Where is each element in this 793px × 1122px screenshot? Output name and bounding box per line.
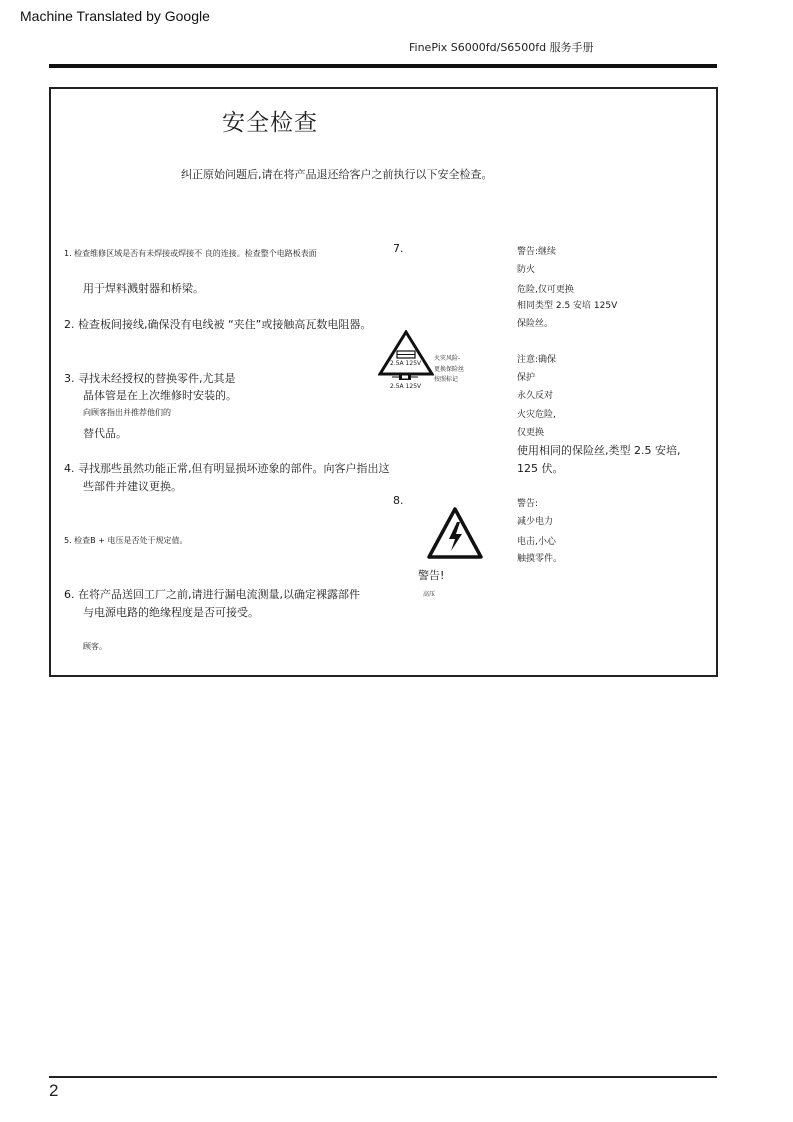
item-6-line-2: 与电源电路的绝缘程度是否可接受。	[83, 606, 259, 619]
item-3-line-1: 3. 寻找未经授权的替换零件,尤其是	[64, 372, 236, 385]
item-3-line-2: 晶体管是在上次维修时安装的。	[83, 389, 237, 402]
running-header: FinePix S6000fd/S6500fd 服务手册	[409, 41, 594, 54]
item-7-number: 7.	[393, 242, 404, 255]
header-rule	[49, 64, 717, 68]
warning-2-line-4: 触摸零件。	[517, 554, 563, 564]
caution-line-1: 注意:确保	[517, 355, 557, 365]
caution-line-6: 使用相同的保险丝,类型 2.5 安培,	[517, 444, 681, 457]
item-3-line-3: 向顾客指出并推荐他们的	[83, 408, 171, 417]
high-voltage-triangle-icon	[426, 506, 484, 560]
warning-1-line-3: 危险,仅可更换	[517, 285, 574, 295]
item-1-line-1: 1. 检查维修区域是否有未焊接或焊接不 良的连接。检查整个电路板表面	[64, 249, 317, 258]
item-8-number: 8.	[393, 494, 404, 507]
item-4-line-1: 4. 寻找那些虽然功能正常,但有明显损坏迹象的部件。向客户指出这	[64, 462, 390, 475]
warning-2-line-3: 电击,小心	[517, 537, 556, 547]
warning-1-line-5: 保险丝。	[517, 319, 554, 329]
warning-1-line-1: 警告:继续	[517, 247, 557, 257]
caution-line-4: 火灾危险,	[517, 410, 556, 420]
page-number: 2	[49, 1081, 59, 1100]
fuse-rating-bottom: 2.5A 125V	[390, 383, 422, 390]
footer-rule	[49, 1076, 717, 1078]
fuse-symbol-icon	[392, 373, 418, 381]
item-3-line-4: 替代品。	[83, 427, 127, 440]
warning-2-line-2: 减少电力	[517, 517, 554, 527]
intro-text: 纠正原始问题后,请在将产品退还给客户之前执行以下安全检查。	[181, 168, 493, 181]
warning-1-line-4: 相同类型 2.5 安培 125V	[517, 301, 618, 311]
machine-translation-banner: Machine Translated by Google	[20, 8, 210, 24]
high-voltage-label: 高压	[423, 591, 436, 598]
warning-label: 警告!	[418, 569, 445, 582]
warning-2-line-1: 警告:	[517, 499, 539, 509]
caution-line-2: 保护	[517, 373, 536, 383]
fire-risk-line-3: 按照标记	[434, 376, 459, 383]
fuse-warning-triangle-icon	[378, 330, 434, 378]
fuse-rating-top: 2.5A 125V	[390, 360, 422, 367]
item-1-line-2: 用于焊料溅射器和桥梁。	[83, 282, 204, 295]
warning-1-line-2: 防火	[517, 265, 536, 275]
caution-line-3: 永久反对	[517, 391, 554, 401]
fire-risk-line-2: 更换保险丝	[434, 366, 465, 373]
page-title: 安全检查	[222, 110, 318, 136]
item-5: 5. 检查B + 电压是否处于规定值。	[64, 536, 188, 545]
item-4-line-2: 些部件并建议更换。	[83, 480, 182, 493]
caution-line-7: 125 伏。	[517, 462, 564, 475]
item-6-line-3: 顾客。	[83, 642, 107, 651]
item-2: 2. 检查板间接线,确保没有电线被 “夹住”或接触高瓦数电阻器。	[64, 318, 372, 331]
fire-risk-line-1: 火灾风险-	[434, 355, 461, 362]
item-6-line-1: 6. 在将产品送回工厂之前,请进行漏电流测量,以确定裸露部件	[64, 588, 360, 601]
caution-line-5: 仅更换	[517, 428, 545, 438]
